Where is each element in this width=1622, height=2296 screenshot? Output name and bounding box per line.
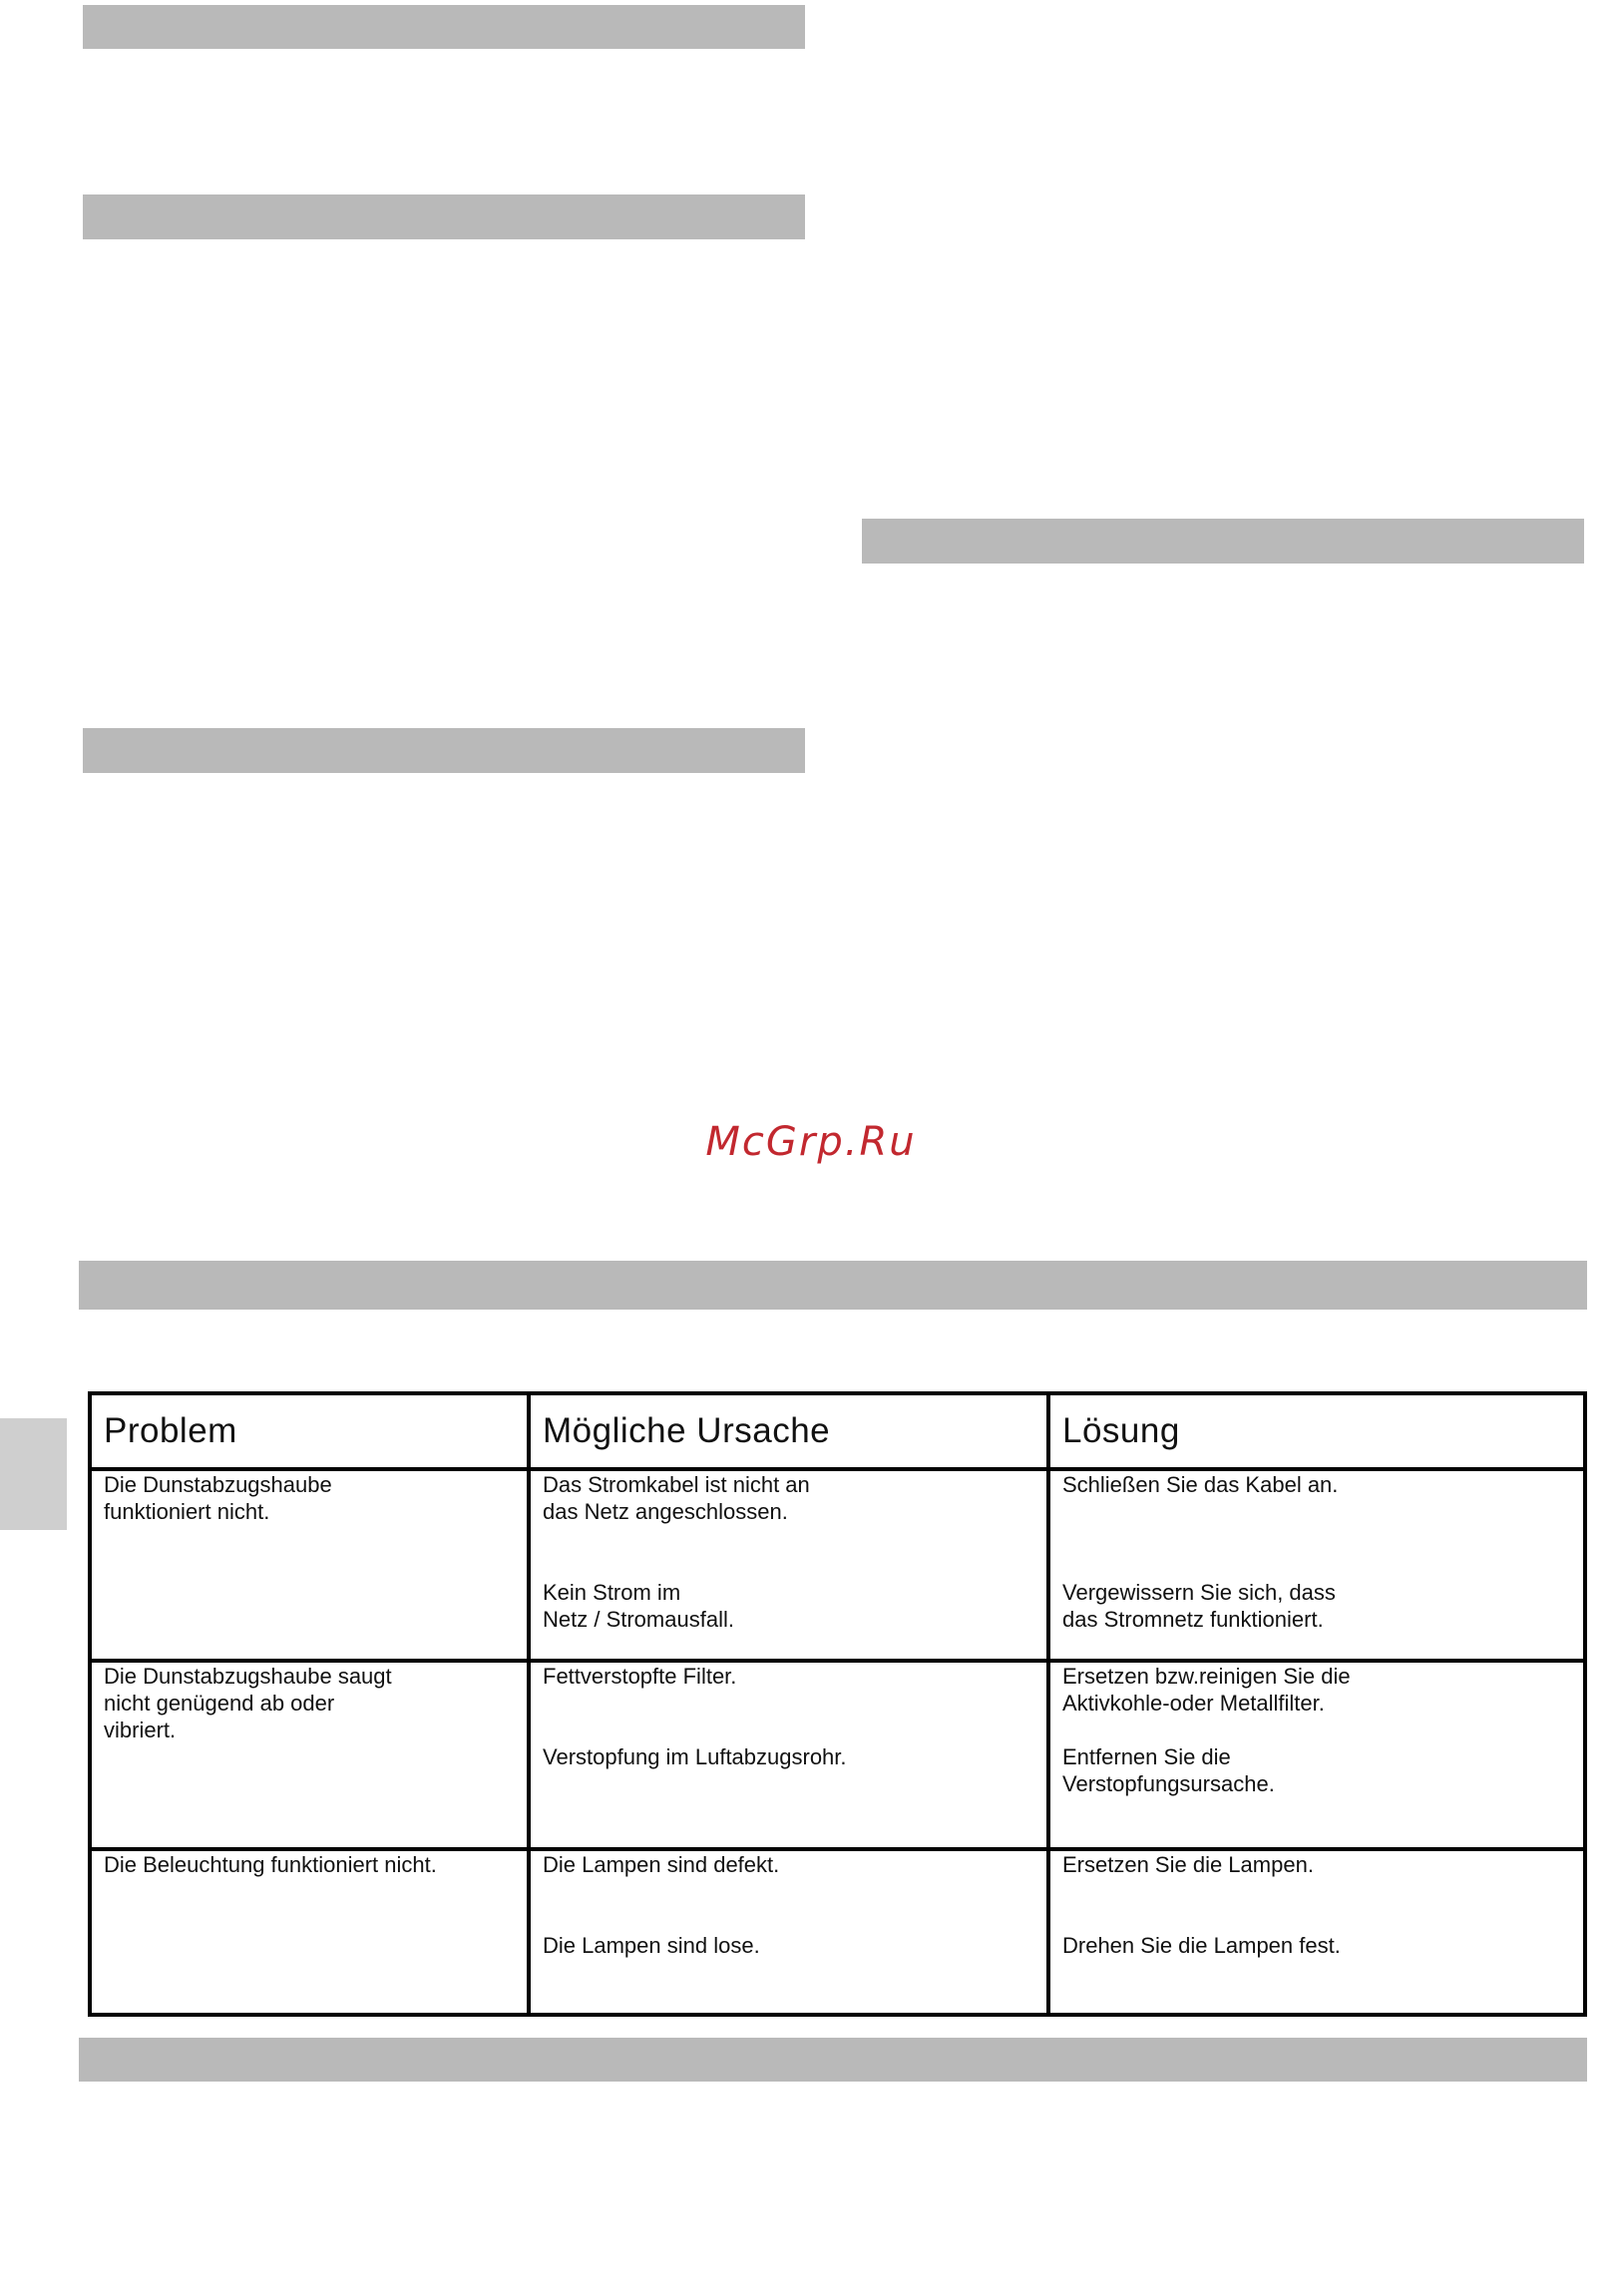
header-solution: Lösung: [1048, 1393, 1585, 1469]
table-row: [90, 1661, 1585, 1849]
troubleshooting-table: [88, 1391, 1587, 2017]
solution-text: Entfernen Sie die Verstopfungsursache.: [1062, 1744, 1275, 1796]
problem-text: Die Beleuchtung funktioniert nicht.: [104, 1852, 437, 1877]
cause-text: Verstopfung im Luftabzugsrohr.: [543, 1744, 847, 1769]
problem-cell: [90, 1849, 529, 2015]
solution-text: Schließen Sie das Kabel an.: [1062, 1472, 1339, 1497]
solution-text: Ersetzen Sie die Lampen.: [1062, 1852, 1314, 1877]
solution-cell: [1048, 1469, 1585, 1661]
section-header-bar-left-2: [83, 194, 805, 239]
section-header-bar-right-1: [862, 519, 1584, 564]
cause-text: Das Stromkabel ist nicht an das Netz angeschlossen.: [543, 1472, 810, 1524]
section-header-bar-wide-2: [79, 2038, 1587, 2082]
table-row: [90, 1469, 1585, 1661]
cause-text: Kein Strom im Netz / Stromausfall.: [543, 1580, 734, 1632]
table-header-row: [90, 1393, 1585, 1469]
problem-text: Die Dunstabzugshaube funktioniert nicht.: [104, 1472, 332, 1524]
cause-cell: [529, 1849, 1048, 2015]
solution-cell: [1048, 1661, 1585, 1849]
cause-text: Die Lampen sind lose.: [543, 1933, 760, 1958]
solution-text: Drehen Sie die Lampen fest.: [1062, 1933, 1341, 1958]
cause-cell: [529, 1661, 1048, 1849]
cause-cell: [529, 1469, 1048, 1661]
problem-cell: [90, 1661, 529, 1849]
header-cause: Mögliche Ursache: [529, 1393, 1048, 1469]
solution-cell: [1048, 1849, 1585, 2015]
cause-text: Fettverstopfte Filter.: [543, 1664, 737, 1689]
section-header-bar-wide-1: [79, 1261, 1587, 1310]
language-side-tab: [0, 1418, 67, 1530]
problem-cell: [90, 1469, 529, 1661]
section-header-bar-left-3: [83, 728, 805, 773]
solution-text: Vergewissern Sie sich, dass das Stromnetz funktioniert.: [1062, 1580, 1336, 1632]
solution-text: Ersetzen bzw.reinigen Sie die Aktivkohle-oder Metallfilter.: [1062, 1664, 1351, 1716]
watermark: McGrp.Ru: [705, 1119, 917, 1165]
table-row: [90, 1849, 1585, 2015]
cause-text: Die Lampen sind defekt.: [543, 1852, 780, 1877]
section-header-bar-left-1: [83, 5, 805, 49]
header-problem: Problem: [90, 1393, 529, 1469]
problem-text: Die Dunstabzugshaube saugt nicht genügend ab oder vibriert.: [104, 1664, 392, 1742]
